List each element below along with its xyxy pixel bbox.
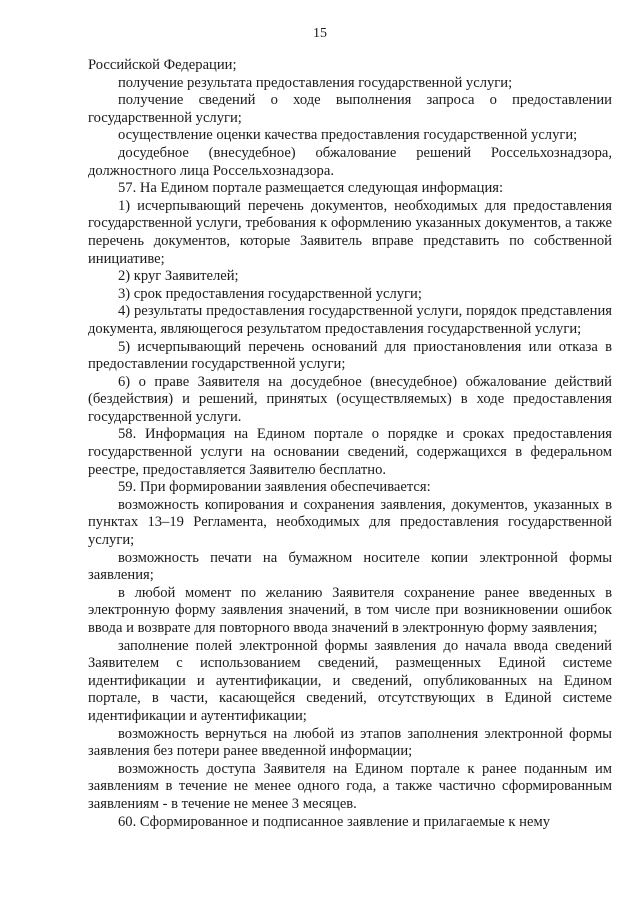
paragraph: 2) круг Заявителей; [118, 268, 239, 285]
paragraph: 58. Информация на Едином портале о порядке и сроках предоставления государственной услуги на основании сведений, содержащихся в федеральном реестре, предоставляется Заявителю бесплатно. [88, 426, 612, 478]
paragraph: 57. На Едином портале размещается следующая информация: [118, 180, 504, 197]
paragraph: досудебное (внесудебное) обжалование решений Россельхознадзора, должностного лица Россельхознадзора. [88, 144, 612, 179]
paragraph: 6) о праве Заявителя на досудебное (внесудебное) обжалование действий (бездействия) и решений, принятых (осуществляемых) в ходе предоставления государственной услуги. [88, 373, 612, 425]
paragraph: 60. Сформированное и подписанное заявление и прилагаемые к нему [118, 813, 550, 830]
paragraph: Российской Федерации; [88, 57, 237, 73]
paragraph: 1) исчерпывающий перечень документов, необходимых для предоставления государственной услуги, требования к оформлению указанных документов, а также перечень документов, которые Заявитель вправе представить по собственной инициативе; [88, 197, 612, 267]
paragraph: возможность копирования и сохранения заявления, документов, указанных в пунктах 13–19 Регламента, необходимых для предоставления государственной услуги; [88, 496, 612, 549]
page-number: 15 [313, 26, 327, 41]
paragraph: возможность вернуться на любой из этапов заполнения электронной формы заявления без потери ранее введенной информации; [88, 725, 612, 760]
paragraph: в любой момент по желанию Заявителя сохранение ранее введенных в электронную форму заявления значений, в том числе при возникновении ошибок ввода и возврате для повторного ввода значений в электронную форму заявления; [88, 584, 612, 636]
paragraph: получение результата предоставления государственной услуги; [118, 74, 513, 91]
paragraph: 4) результаты предоставления государственной услуги, порядок представления документа, являющегося результатом предоставления государственной услуги; [88, 303, 612, 337]
paragraph: возможность доступа Заявителя на Едином портале к ранее поданным им заявлениям в течение не менее одного года, а также частично сформированным заявлениям - в течение не менее 3 месяцев. [88, 760, 612, 812]
paragraph: получение сведений о ходе выполнения запроса о предоставлении государственной услуги; [88, 92, 612, 126]
paragraph: 5) исчерпывающий перечень оснований для приостановления или отказа в предоставлении государственной услуги; [88, 338, 612, 373]
paragraph: 3) срок предоставления государственной услуги; [118, 285, 422, 302]
paragraph: 59. При формировании заявления обеспечивается: [118, 479, 431, 496]
paragraph: возможность печати на бумажном носителе копии электронной формы заявления; [88, 549, 612, 584]
document-body [88, 57, 612, 831]
paragraph: заполнение полей электронной формы заявления до начала ввода сведений Заявителем с использованием сведений, размещенных Единой системе идентификации и аутентификации, и сведений, опубликованных на Едином портале, в части, касающейся сведений, отсутствующих в Единой системе идентификации и аутентификации; [88, 637, 612, 724]
paragraph: осуществление оценки качества предоставления государственной услуги; [118, 127, 578, 144]
